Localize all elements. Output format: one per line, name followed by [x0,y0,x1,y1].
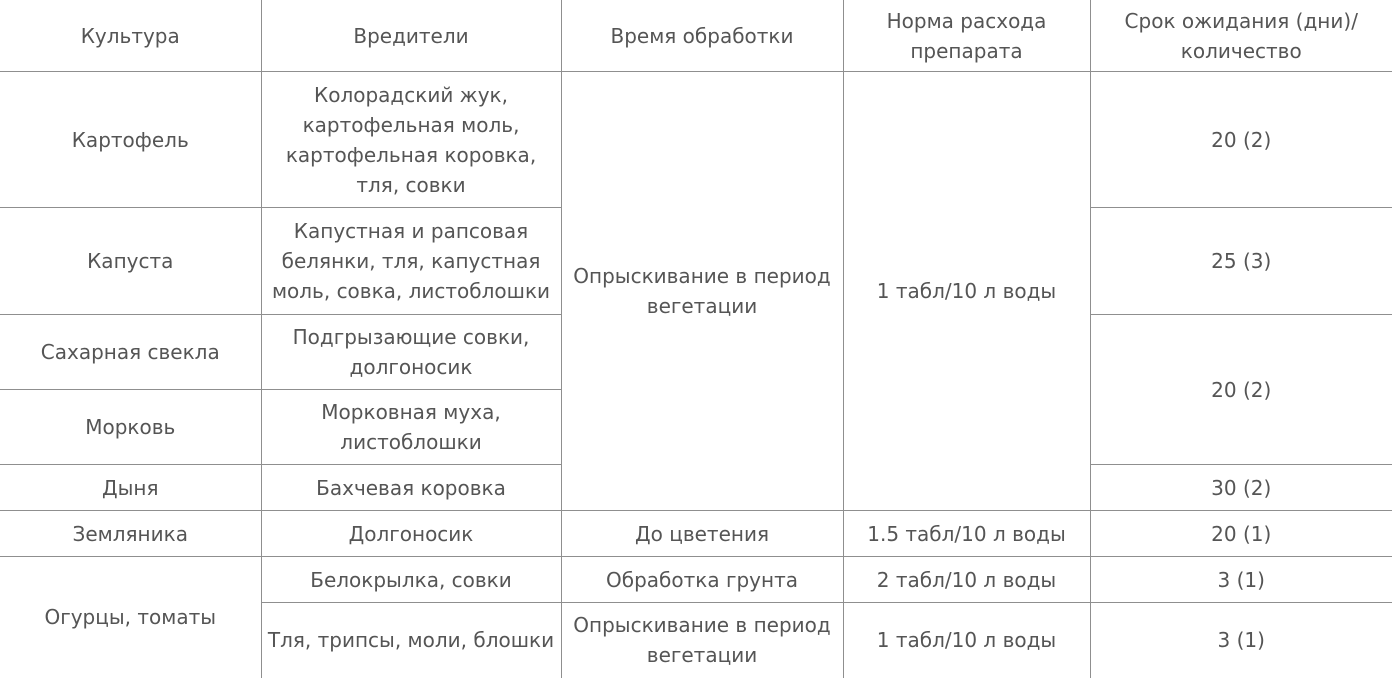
consumption-rate-cell: 1 табл/10 л воды [843,72,1090,511]
culture-cell: Морковь [0,390,261,465]
header-consumption-rate: Норма расхода препарата [843,0,1090,72]
culture-cell: Земляника [0,511,261,557]
consumption-rate-cell: 1 табл/10 л воды [843,603,1090,678]
pests-cell: Бахчевая коровка [261,465,561,511]
culture-cell: Огурцы, томаты [0,557,261,678]
waiting-period-cell: 3 (1) [1090,603,1392,678]
culture-cell: Дыня [0,465,261,511]
pests-cell: Тля, трипсы, моли, блошки [261,603,561,678]
header-treatment-time: Время обработки [561,0,843,72]
treatment-time-cell: Обработка грунта [561,557,843,603]
pests-cell: Морковная муха, листоблошки [261,390,561,465]
waiting-period-cell: 25 (3) [1090,208,1392,315]
header-pests: Вредители [261,0,561,72]
pests-cell: Подгрызающие совки, долгоносик [261,315,561,390]
pests-cell: Белокрылка, совки [261,557,561,603]
waiting-period-cell: 30 (2) [1090,465,1392,511]
treatment-time-cell: Опрыскивание в период вегетации [561,603,843,678]
waiting-period-cell: 20 (2) [1090,315,1392,465]
header-culture: Культура [0,0,261,72]
table-row [0,72,1392,208]
header-waiting-period: Срок ожидания (дни)/ количество [1090,0,1392,72]
waiting-period-cell: 3 (1) [1090,557,1392,603]
culture-cell: Картофель [0,72,261,208]
table-header-row [0,0,1392,72]
pests-cell: Капустная и рапсовая белянки, тля, капустная моль, совка, листоблошки [261,208,561,315]
culture-cell: Сахарная свекла [0,315,261,390]
treatment-time-cell: Опрыскивание в период вегетации [561,72,843,511]
waiting-period-cell: 20 (2) [1090,72,1392,208]
treatment-time-cell: До цветения [561,511,843,557]
waiting-period-cell: 20 (1) [1090,511,1392,557]
pests-cell: Колорадский жук, картофельная моль, картофельная коровка, тля, совки [261,72,561,208]
table-row [0,557,1392,603]
consumption-rate-cell: 2 табл/10 л воды [843,557,1090,603]
consumption-rate-cell: 1.5 табл/10 л воды [843,511,1090,557]
pests-cell: Долгоносик [261,511,561,557]
table-row [0,511,1392,557]
culture-cell: Капуста [0,208,261,315]
